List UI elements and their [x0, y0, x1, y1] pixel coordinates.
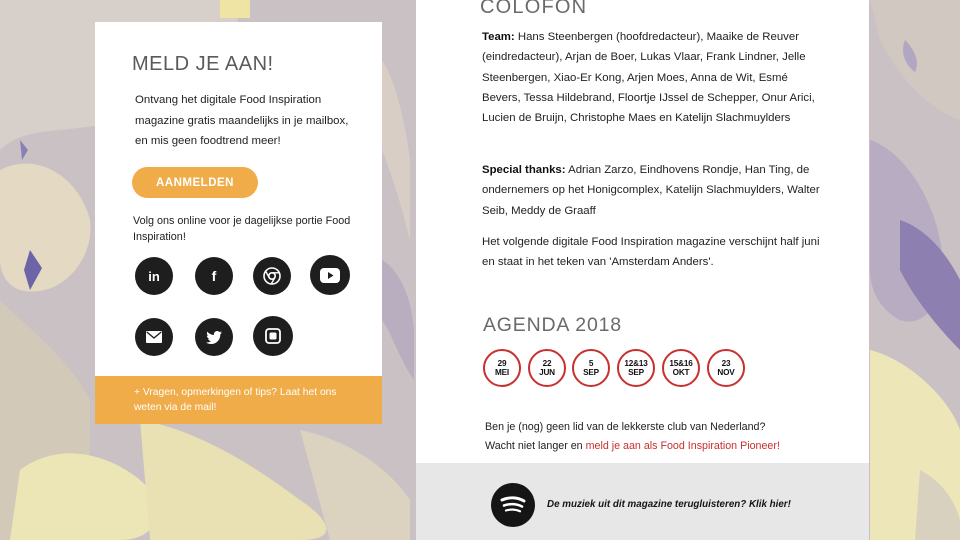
spotify-icon[interactable] [491, 483, 535, 527]
thanks-text: Adrian Zarzo, Eindhovens Rondje, Han Ting, de ondernemers op het Honigcomplex, Katelijn Slachmuylders, Walter Seib, Meddy de Graaff [482, 164, 820, 217]
agenda-title: AGENDA 2018 [483, 314, 622, 336]
music-link[interactable]: De muziek uit dit magazine terugluisteren? Klik hier! [547, 499, 791, 510]
contact-footer [95, 376, 382, 424]
team-label: Team: [482, 31, 515, 43]
content-card [416, 0, 869, 540]
agenda-date[interactable]: 23 NOV [707, 349, 745, 387]
signup-card [95, 22, 382, 424]
colofon-title: COLOFON [480, 0, 588, 18]
linkedin-icon[interactable]: in [135, 257, 173, 295]
next-issue-paragraph: Het volgende digitale Food Inspiration magazine verschijnt half juni en staat in het teken van 'Amsterdam Anders'. [482, 236, 820, 269]
youtube-icon[interactable] [310, 255, 350, 295]
team-text: Hans Steenbergen (hoofdredacteur), Maaike de Reuver (eindredacteur), Arjan de Boer, Lukas Vlaar, Frank Lindner, Jelle Steenbergen, Xiao-Er Kong, Arjen Moes, Anna de Wit, Esmé Bevers, Tessa Hildebrand, Floortje IJssel de Schepper, Onur Arici, Lucien de Bruijn, Christophe Maes en Katelijn Slachmuylders [482, 31, 815, 125]
thanks-label: Special thanks: [482, 164, 566, 176]
club-text: Ben je (nog) geen lid van de lekkerste club van Nederland? Wacht niet langer en meld je aan als Food Inspiration Pioneer! [485, 421, 780, 452]
chrome-icon[interactable] [253, 257, 291, 295]
pioneer-signup-link[interactable]: meld je aan als Food Inspiration Pioneer! [585, 439, 780, 452]
team-paragraph [482, 27, 827, 128]
agenda-date[interactable]: 12&13 SEP [617, 349, 655, 387]
agenda-date[interactable]: 5 SEP [572, 349, 610, 387]
follow-text: Volg ons online voor je dagelijkse portie Food Inspiration! [133, 215, 351, 243]
twitter-icon[interactable] [195, 318, 233, 356]
social-links [135, 257, 365, 357]
mail-icon[interactable] [135, 318, 173, 356]
music-bar [416, 463, 869, 540]
thanks-paragraph [482, 160, 827, 221]
instagram-icon[interactable] [253, 316, 293, 356]
contact-mail-link[interactable]: + Vragen, opmerkingen of tips? Laat het ons weten via de mail! [134, 387, 337, 413]
signup-title: MELD JE AAN! [132, 53, 274, 75]
agenda-date[interactable]: 22 JUN [528, 349, 566, 387]
agenda-date[interactable]: 15&16 OKT [662, 349, 700, 387]
aanmelden-button[interactable]: AANMELDEN [132, 167, 258, 198]
signup-description: Ontvang het digitale Food Inspiration magazine gratis maandelijks in je mailbox, en mis geen foodtrend meer! [135, 94, 349, 147]
agenda-dates [483, 349, 823, 389]
agenda-date[interactable]: 29 MEI [483, 349, 521, 387]
facebook-icon[interactable]: f [195, 257, 233, 295]
